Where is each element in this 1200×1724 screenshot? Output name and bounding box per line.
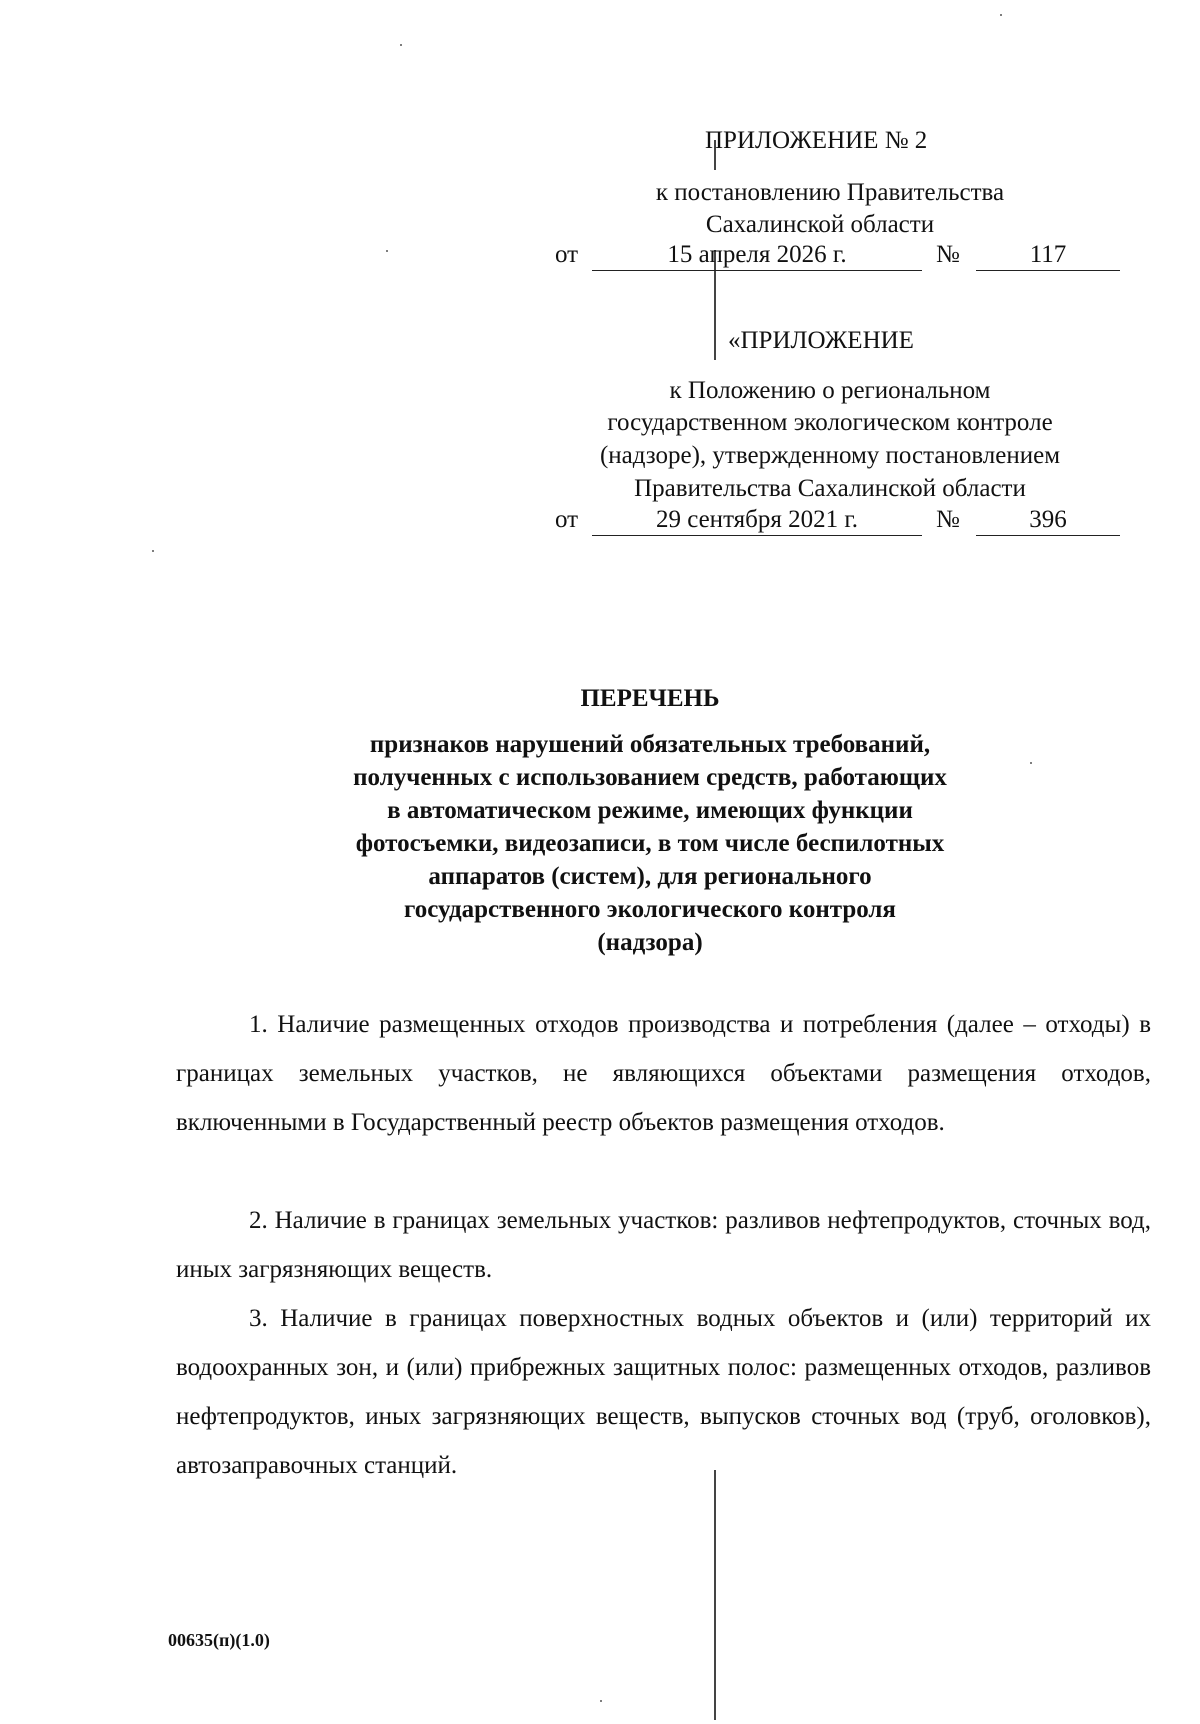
appendix-title: ПРИЛОЖЕНИЕ № 2 xyxy=(705,127,928,154)
original-appendix-title: «ПРИЛОЖЕНИЕ xyxy=(728,327,914,354)
original-appendix-number: 396 xyxy=(976,505,1120,536)
subtitle-line: в автоматическом режиме, имеющих функции xyxy=(387,797,913,824)
subtitle-line: (надзора) xyxy=(597,929,703,956)
appendix-from-label: от xyxy=(555,241,579,268)
subtitle-line: фотосъемки, видеозаписи, в том числе беспилотных xyxy=(355,830,945,857)
subtitle-line: государственного экологического контроля xyxy=(404,896,896,923)
original-appendix-line4: Правительства Сахалинской области xyxy=(634,475,1026,502)
appendix-line1: к постановлению Правительства xyxy=(655,179,1005,206)
appendix-line2: Сахалинской области xyxy=(705,211,935,238)
original-appendix-number-label: № xyxy=(936,506,960,533)
original-appendix-line2: государственном экологическом контроле xyxy=(607,409,1053,436)
list-item-1: 1. Наличие размещенных отходов производства и потребления (далее – отходы) в границах земельных участков, не являющихся объектами размещения отходов, включенными в Государственный реестр объектов размещения отходов. xyxy=(176,1011,1151,1136)
document-code: 00635(п)(1.0) xyxy=(168,1630,270,1650)
appendix-number-label: № xyxy=(936,241,960,268)
scan-speck xyxy=(600,1700,602,1702)
appendix-number: 117 xyxy=(976,240,1120,271)
scan-speck xyxy=(400,44,402,46)
original-appendix-from-label: от xyxy=(555,506,579,533)
list-item-2: 2. Наличие в границах земельных участков: разливов нефтепродуктов, сточных вод, иных загрязняющих веществ. xyxy=(176,1207,1151,1283)
original-appendix-line1: к Положению о региональном xyxy=(669,377,991,404)
subtitle-line: аппаратов (систем), для регионального xyxy=(428,863,872,890)
original-appendix-date: 29 сентября 2021 г. xyxy=(592,505,922,536)
scan-speck xyxy=(1000,14,1002,16)
document-subtitle xyxy=(0,728,1200,959)
scan-speck xyxy=(386,250,388,252)
list-item-3: 3. Наличие в границах поверхностных водных объектов и (или) территорий их водоохранных зон, и (или) прибрежных защитных полос: размещенных отходов, разливов нефтепродуктов, иных загрязняющих веществ, выпусков сточных вод (труб, оголовков), автозаправочных станций. xyxy=(176,1305,1151,1479)
subtitle-line: полученных с использованием средств, работающих xyxy=(353,764,947,791)
document-title: ПЕРЕЧЕНЬ xyxy=(580,685,720,712)
appendix-date: 15 апреля 2026 г. xyxy=(592,240,922,271)
original-appendix-line3: (надзоре), утвержденному постановлением xyxy=(599,442,1061,469)
subtitle-line: признаков нарушений обязательных требований, xyxy=(369,731,931,758)
scan-artifact-line xyxy=(714,1470,716,1720)
scan-speck xyxy=(152,550,154,552)
